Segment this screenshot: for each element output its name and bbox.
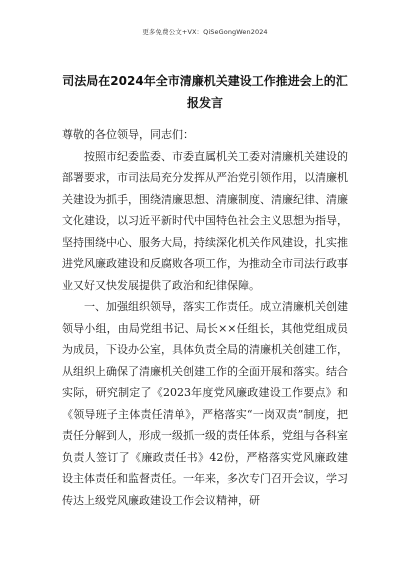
paragraph-intro: 按照市纪委监委、市委直属机关工委对清廉机关建设的部署要求，市司法局充分发挥从严治党引领作用，以清廉机关建设为抓手，围绕清廉思想、清廉制度、清廉纪律、清廉文化建设，以习近平新时代中国特色社会主义思想为指导，坚持围绕中心、服务大局，持续深化机关作风建设，扎实推进党风廉政建设和反腐败各项工作，为推动全市司法行政事业又好又快发展提供了政治和纪律保障。 xyxy=(62,149,348,292)
document-body xyxy=(62,124,348,511)
paragraph-section-1: 一、加强组织领导，落实工作责任。成立清廉机关创建领导小组，由局党组书记、局长××任组长，其他党组成员为成员，下设办公室，具体负责全局的清廉机关创建工作，从组织上确保了清廉机关创建工作的全面开展和落实。结合实际，研究制定了《2023年度党风廉政建设工作要点》和《领导班子主体责任清单》，严格落实“一岗双责”制度，把责任分解到人，形成一级抓一级的责任体系，党组与各科室负责人签订了《廉政责任书》42份，严格落实党风廉政建设主体责任和监督责任。一年来，多次专门召开会议，学习传达上级党风廉政建设工作会议精神，研 xyxy=(62,300,348,507)
salutation: 尊敬的各位领导，同志们： xyxy=(62,128,194,141)
document-title: 司法局在2024年全市清廉机关建设工作推进会上的汇报发言 xyxy=(62,74,348,110)
header-watermark: 更多免费公文+VX：QiSeGongWen2024 xyxy=(142,28,268,36)
